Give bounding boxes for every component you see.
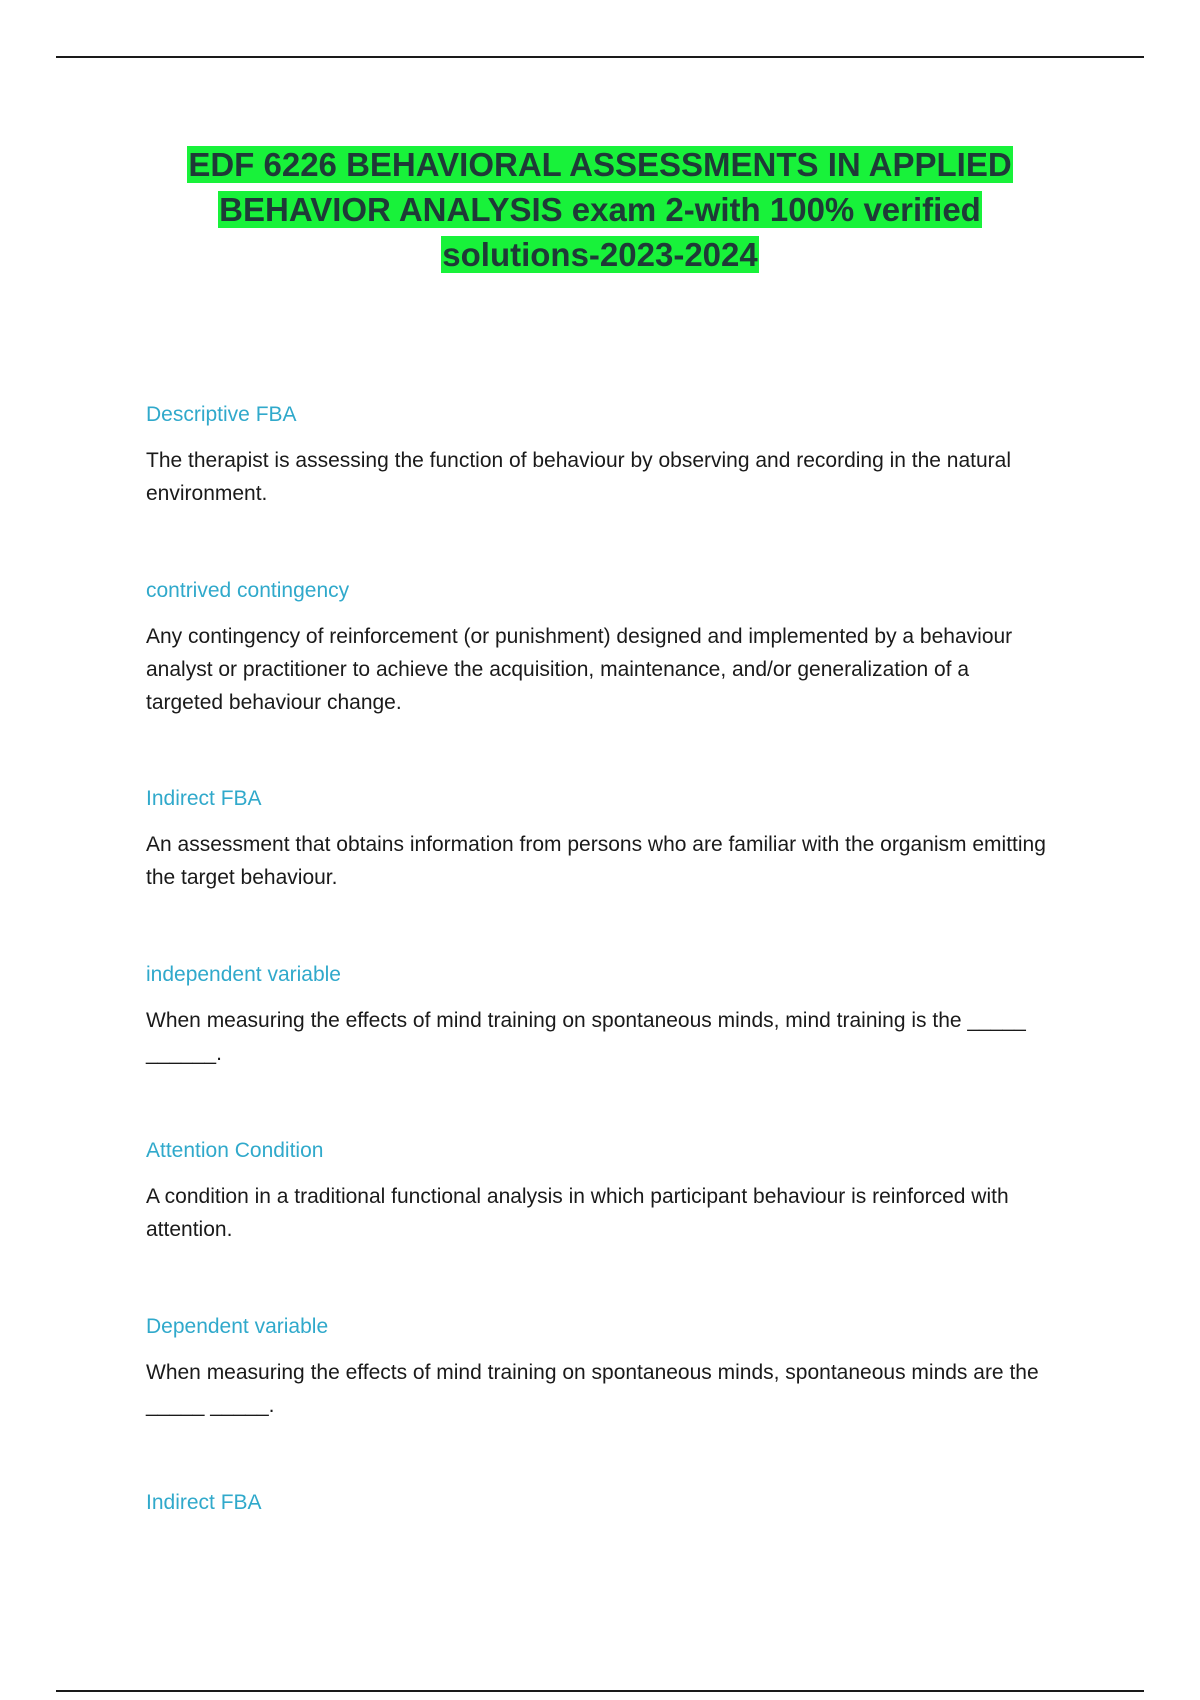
- flashcard-definition: A condition in a traditional functional analysis in which participant behaviour is reinforced with attention.: [146, 1185, 1009, 1241]
- footer-rule: [56, 1690, 1144, 1692]
- flashcard-entry: [146, 576, 1046, 784]
- flashcard-list: [146, 400, 1046, 1548]
- flashcard-term: Indirect FBA: [146, 787, 262, 810]
- header-rule: [56, 56, 1144, 58]
- flashcard-definition: The therapist is assessing the function of behaviour by observing and recording in the natural environment.: [146, 449, 1012, 505]
- flashcard-term: independent variable: [146, 963, 341, 986]
- flashcard-definition: Any contingency of reinforcement (or punishment) designed and implemented by a behaviour analyst or practitioner to achieve the acquisition, maintenance, and/or generalization of a targeted behaviour change.: [146, 625, 1013, 714]
- flashcard-entry: [146, 1136, 1046, 1312]
- flashcard-term: contrived contingency: [146, 579, 350, 602]
- flashcard-entry: [146, 1312, 1046, 1488]
- title-highlight: EDF 6226 BEHAVIORAL ASSESSMENTS IN APPLIED BEHAVIOR ANALYSIS exam 2-with 100% verified solutions-2023-2024: [188, 146, 1012, 273]
- flashcard-definition: When measuring the effects of mind training on spontaneous minds, spontaneous minds are the _____ _____.: [146, 1361, 1039, 1417]
- document-title: [150, 142, 1050, 277]
- flashcard-entry: [146, 784, 1046, 960]
- flashcard-term: Descriptive FBA: [146, 403, 297, 426]
- flashcard-entry: [146, 400, 1046, 576]
- flashcard-definition: When measuring the effects of mind training on spontaneous minds, mind training is the _____ ______.: [146, 1009, 1026, 1065]
- flashcard-term: Dependent variable: [146, 1315, 329, 1338]
- flashcard-entry: [146, 1488, 1046, 1548]
- flashcard-term: Indirect FBA: [146, 1491, 262, 1514]
- flashcard-entry: [146, 960, 1046, 1136]
- flashcard-term: Attention Condition: [146, 1139, 324, 1162]
- flashcard-definition: An assessment that obtains information from persons who are familiar with the organism emitting the target behaviour.: [146, 833, 1046, 889]
